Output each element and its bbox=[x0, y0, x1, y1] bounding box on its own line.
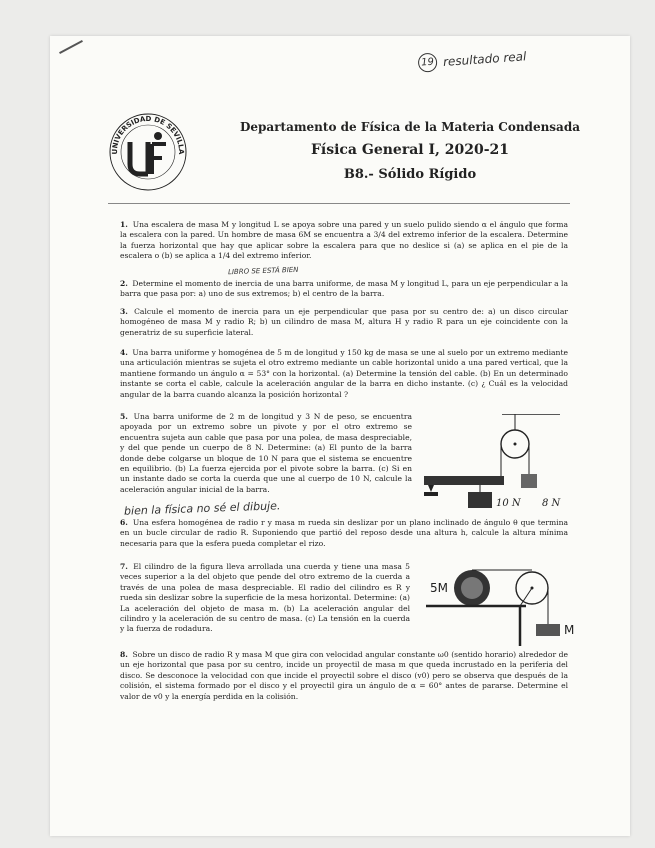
problem-text: Una esfera homogénea de radio r y masa m rueda sin deslizar por un plano inclinado de ángulo θ que termina en un bucle circular de radio R. Suponiendo que partió del reposo desde una altura h, calcule la altura mínima necesaria para que la esfera pueda completar el rizo. bbox=[120, 518, 568, 548]
label-m: M bbox=[564, 623, 574, 637]
svg-text:UNIVERSIDAD DE SEVILLA: UNIVERSIDAD DE SEVILLA bbox=[110, 114, 186, 155]
problem-1 bbox=[120, 220, 568, 262]
problem-2 bbox=[120, 279, 568, 300]
figure-problem-7 bbox=[424, 560, 574, 646]
weight-block-8n bbox=[521, 474, 537, 488]
figure-problem-5 bbox=[420, 414, 570, 514]
problem-8 bbox=[120, 650, 568, 702]
handwritten-note-problem1: LIBRO SE ESTÁ BIEN bbox=[227, 265, 299, 277]
department-name: Departamento de Física de la Materia Condensada bbox=[240, 120, 580, 134]
problem-text: Una escalera de masa M y longitud L se apoya sobre una pared y un suelo pulido siendo α el ángulo que forma la escalera con la pared. Un hombre de masa 6M se encuentra a 3/4 del extremo inferior de la escalera. Determine la fuerza horizontal que hay que aplicar sobre la escalera para que no deslice si (a) se aplica en el pie de la escalera o (b) se aplica a 1/4 del extremo inferior. bbox=[120, 220, 568, 261]
header-divider bbox=[108, 203, 570, 204]
problem-3 bbox=[120, 307, 568, 338]
document-header bbox=[210, 118, 610, 182]
university-seal-logo bbox=[108, 112, 188, 192]
problem-number: 1. bbox=[120, 220, 128, 229]
problem-number: 3. bbox=[120, 307, 128, 316]
problem-text: Sobre un disco de radio R y masa M que gira con velocidad angular constante ω0 (sentido horario) alrededor de un eje horizontal que pasa por su centro, incide un proyectil de masa m que queda incrustado en la periferia del disco. Se desconoce la velocidad con que incide el proyectil sobre el disco (v0) pero se observa que después de la colisión, el sistema formado por el disco y el proyectil gira un ángulo de α = 60° antes de pararse. Determine el valor de v0 y la energía perdida en la colisión. bbox=[120, 650, 568, 701]
problem-text: Una barra uniforme de 2 m de longitud y 3 N de peso, se encuentra apoyada por un extremo sobre un pivote y por el otro extremo se encuentra sujeta aun cable que pasa por una polea, de masa despreciable, y del que pende un cuerpo de 8 N. Determine: (a) El punto de la barra donde debe colgarse un bloque de 10 N para que el sistema se encuentre en equilibrio. (b) La fuerza ejercida por el pivote sobre la barra. (c) Si en un instante dado se corta la cuerda que une al cuerpo de 10 N, calcule la aceleración angular inicial de la barra. bbox=[120, 412, 412, 494]
problem-4 bbox=[120, 348, 568, 400]
block-10n bbox=[468, 492, 492, 508]
uniform-bar bbox=[424, 476, 504, 485]
label-10n: 10 N bbox=[496, 498, 521, 509]
problem-5 bbox=[120, 412, 412, 495]
problem-text: Determine el momento de inercia de una barra uniforme, de masa M y longitud L, para un eje perpendicular a la barra que pasa por: a) uno de sus extremos; b) el centro de la barra. bbox=[120, 279, 568, 299]
problem-number: 6. bbox=[120, 518, 128, 527]
pivot bbox=[428, 485, 434, 492]
problem-number: 5. bbox=[120, 412, 128, 421]
handwritten-note-problem5: bien la física no sé el dibuje. bbox=[123, 499, 281, 518]
hanging-mass bbox=[536, 624, 560, 636]
problem-6 bbox=[120, 518, 568, 549]
circled-number: 19 bbox=[417, 52, 437, 72]
problem-7 bbox=[120, 562, 410, 635]
problem-number: 4. bbox=[120, 348, 128, 357]
problem-text: Calcule el momento de inercia para un eje perpendicular que pasa por su centro de: a) un disco circular homogéneo de masa M y radio R; b) un cilindro de masa M, altura H y radio R para un eje coincidente con la generatriz de su superficie lateral. bbox=[120, 307, 568, 337]
problem-text: El cilindro de la figura lleva arrollada una cuerda y tiene una masa 5 veces superior a la del objeto que pende del otro extremo de la cuerda a través de una polea de masa despreciable. El radio del cilindro es R y rueda sin deslizar sobre la superficie de la mesa horizontal. Determine: (a) La aceleración del objeto de masa m. (b) La aceleración angular del cilindro y la aceleración de su centro de masa. (c) La tensión en la cuerda y la fuerza de rodadura. bbox=[120, 562, 410, 634]
problem-number: 7. bbox=[120, 562, 128, 571]
problem-text: Una barra uniforme y homogénea de 5 m de longitud y 150 kg de masa se une al suelo por un extremo mediante una articulación mientras se sujeta el otro extremo mediante un cable horizontal unido a una pared vertical, que la mantiene formando un ángulo α = 53° con la horizontal. (a) Determine la tensión del cable. (b) En un determinado instante se corta el cable, calcule la aceleración angular de la barra en dicho instante. (c) ¿ Cuál es la velocidad angular de la barra cuando alcanza la posición horizontal ? bbox=[120, 348, 568, 399]
handwritten-note-text: resultado real bbox=[442, 48, 527, 69]
problem-number: 8. bbox=[120, 650, 128, 659]
label-5m: 5M bbox=[430, 581, 448, 595]
course-title: Física General I, 2020-21 bbox=[310, 142, 510, 158]
problem-number: 2. bbox=[120, 279, 128, 288]
label-8n: 8 N bbox=[542, 498, 561, 509]
sheet-title: B8.- Sólido Rígido bbox=[343, 167, 477, 182]
